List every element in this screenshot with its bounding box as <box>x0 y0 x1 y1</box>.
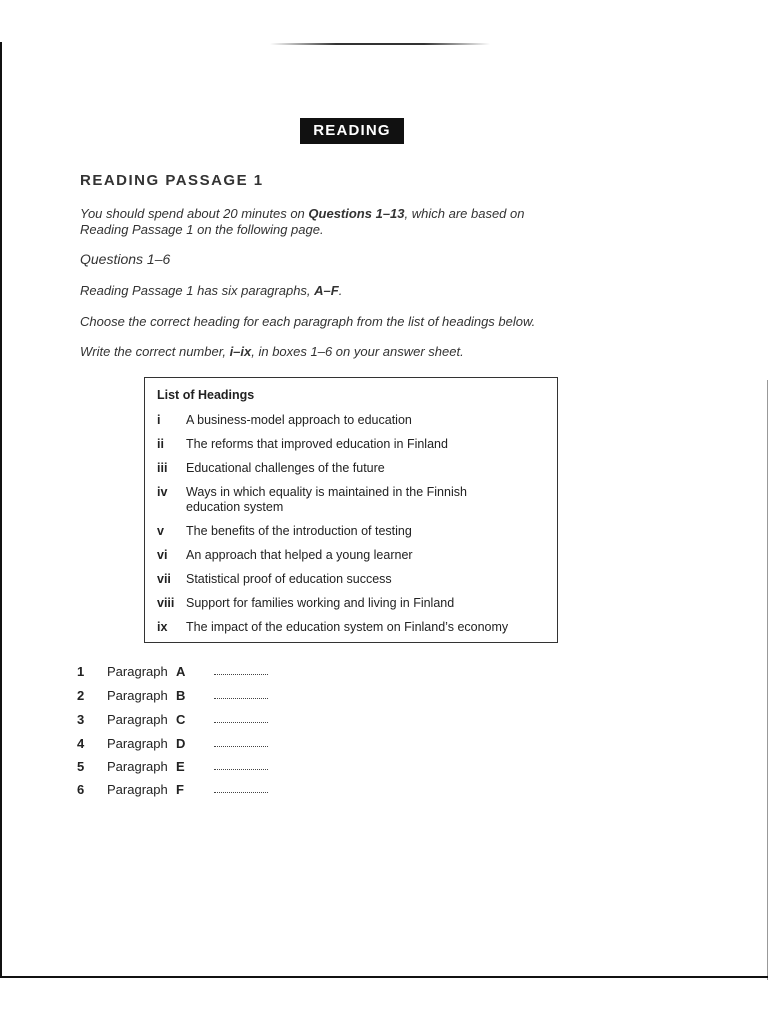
heading-number: ix <box>157 620 168 634</box>
answer-label: Paragraph <box>107 688 168 703</box>
answer-number: 5 <box>77 759 85 774</box>
heading-text: Statistical proof of education success <box>186 572 392 586</box>
intro-text-1: You should spend about 20 minutes on <box>80 206 309 221</box>
scan-edge-left <box>0 42 2 977</box>
answer-label: Paragraph <box>107 712 168 727</box>
heading-text: An approach that helped a young learner <box>186 548 413 562</box>
passage-title: READING PASSAGE 1 <box>80 172 264 189</box>
heading-number: viii <box>157 596 175 610</box>
heading-number: iii <box>157 461 168 475</box>
heading-text: Ways in which equality is maintained in the Finnish education system <box>186 485 467 514</box>
scan-edge-top <box>270 43 490 45</box>
answer-label: Paragraph <box>107 759 168 774</box>
answer-number: 4 <box>77 736 85 751</box>
heading-number: ii <box>157 437 164 451</box>
write-text: Write the correct number, <box>80 344 230 359</box>
write-instruction <box>80 344 464 360</box>
heading-text: The benefits of the introduction of testing <box>186 524 412 538</box>
paragraphs-range-bold: A–F <box>314 283 339 298</box>
paragraphs-instruction <box>80 283 342 299</box>
write-end: , in boxes 1–6 on your answer sheet. <box>251 344 464 359</box>
choose-instruction: Choose the correct heading for each paragraph from the list of headings below. <box>80 314 536 329</box>
heading-number: vii <box>157 572 171 586</box>
heading-text: The reforms that improved education in Finland <box>186 437 448 451</box>
section-label: READING <box>300 118 404 144</box>
answer-letter: C <box>176 712 186 727</box>
intro-questions-bold: Questions 1–13 <box>308 206 405 221</box>
answer-number: 2 <box>77 688 85 703</box>
paragraphs-text: Reading Passage 1 has six paragraphs, <box>80 283 315 298</box>
answer-label: Paragraph <box>107 664 168 679</box>
heading-text: The impact of the education system on Finland’s economy <box>186 620 509 634</box>
answer-letter: E <box>176 759 185 774</box>
answer-letter: F <box>176 782 184 797</box>
heading-number: v <box>157 524 164 538</box>
heading-number: vi <box>157 548 168 562</box>
intro-line-1 <box>80 206 524 222</box>
write-range-bold: i–ix <box>229 344 252 359</box>
intro-line-2: Reading Passage 1 on the following page. <box>80 222 324 237</box>
answer-letter: D <box>176 736 186 751</box>
heading-text: Support for families working and living in Finland <box>186 596 455 610</box>
answer-number: 6 <box>77 782 85 797</box>
answer-letter: B <box>176 688 186 703</box>
answer-blank[interactable] <box>214 674 268 675</box>
answer-blank[interactable] <box>214 746 268 747</box>
answer-label: Paragraph <box>107 736 168 751</box>
heading-text: A business-model approach to education <box>186 413 412 427</box>
intro-instruction <box>80 206 524 238</box>
answer-blank[interactable] <box>214 792 268 793</box>
answer-number: 1 <box>77 664 85 679</box>
heading-number: iv <box>157 485 168 499</box>
answer-label: Paragraph <box>107 782 168 797</box>
answer-blank[interactable] <box>214 769 268 770</box>
questions-range: Questions 1–6 <box>80 251 171 267</box>
answer-number: 3 <box>77 712 85 727</box>
answer-blank[interactable] <box>214 698 268 699</box>
answer-letter: A <box>176 664 186 679</box>
heading-text: Educational challenges of the future <box>186 461 385 475</box>
headings-box-title: List of Headings <box>157 388 255 402</box>
heading-number: i <box>157 413 161 427</box>
headings-box <box>144 377 558 643</box>
paragraphs-end: . <box>338 283 343 298</box>
answer-blank[interactable] <box>214 722 268 723</box>
intro-text-2: , which are based on <box>404 206 525 221</box>
scan-edge-bottom <box>0 976 768 978</box>
